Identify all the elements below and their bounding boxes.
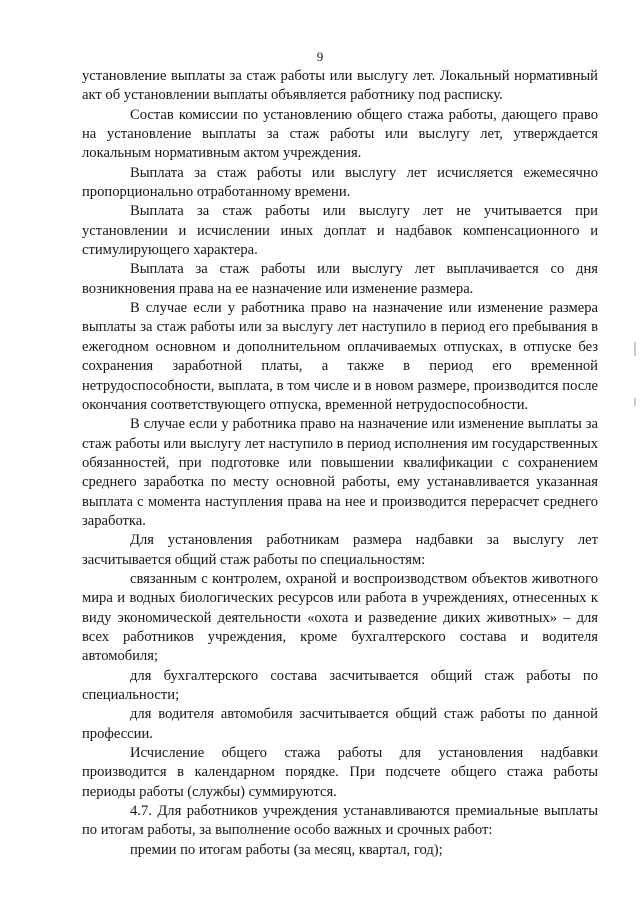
paragraph-10: для бухгалтерского состава засчитывается общий стаж работы по специальности; <box>82 667 598 703</box>
paragraph-11: для водителя автомобиля засчитывается общий стаж работы по данной профессии. <box>82 706 598 742</box>
document-body <box>82 67 598 860</box>
paragraph-5: Выплата за стаж работы или выслугу лет выплачивается со дня возникновения права на ее назначение или изменение размера. <box>82 261 598 297</box>
paragraph-8: Для установления работникам размера надбавки за выслугу лет засчитывается общий стаж работы по специальностям: <box>82 532 598 568</box>
paragraph-6: В случае если у работника право на назначение или изменение размера выплаты за стаж работы или за выслугу лет наступило в период его пребывания в ежегодном основном и дополнительном оплачиваемых отпусках, в отпуске без сохранения заработной платы, а также в период его временной нетрудоспособности, выплата, в том числе и в новом размере, производится после окончания соответствующего отпуска, временной нетрудоспособности. <box>82 300 598 413</box>
scan-margin-mark <box>634 342 636 356</box>
paragraph-4: Выплата за стаж работы или выслугу лет не учитывается при установлении и исчислении иных доплат и надбавок компенсационного и стимулирующего характера. <box>82 203 598 259</box>
paragraph-1: установление выплаты за стаж работы или выслугу лет. Локальный нормативный акт об установлении выплаты объявляется работнику под расписку. <box>82 68 598 104</box>
paragraph-3: Выплата за стаж работы или выслугу лет исчисляется ежемесячно пропорционально отработанному времени. <box>82 164 598 201</box>
paragraph-2: Состав комиссии по установлению общего стажа работы, дающего право на установление выплаты за стаж работы или выслугу лет, утверждается локальным нормативным актом учреждения. <box>82 106 598 162</box>
paragraph-13: 4.7. Для работников учреждения устанавливаются премиальные выплаты по итогам работы, за выполнение особо важных и срочных работ: <box>82 803 598 839</box>
page-number: 9 <box>316 49 324 64</box>
scan-margin-mark <box>634 398 636 406</box>
paragraph-12: Исчисление общего стажа работы для установления надбавки производится в календарном порядке. При подсчете общего стажа работы периоды работы (службы) суммируются. <box>82 745 598 800</box>
paragraph-9: связанным с контролем, охраной и воспроизводством объектов животного мира и водных биологических ресурсов или работа в учреждениях, отнесенных к виду экономической деятельности «охота и разведение диких животных» – для всех работников учреждения, кроме бухгалтерского состава и водителя автомобиля; <box>82 570 598 665</box>
paragraph-7: В случае если у работника право на назначение или изменение выплаты за стаж работы или выслугу лет наступило в период исполнения им государственных обязанностей, при подготовке или повышении квалификации с сохранением среднего заработка по месту основной работы, ему устанавливается указанная выплата с момента наступления права на нее и производится перерасчет среднего заработка. <box>82 416 598 529</box>
paragraph-14: премии по итогам работы (за месяц, квартал, год); <box>130 841 443 858</box>
